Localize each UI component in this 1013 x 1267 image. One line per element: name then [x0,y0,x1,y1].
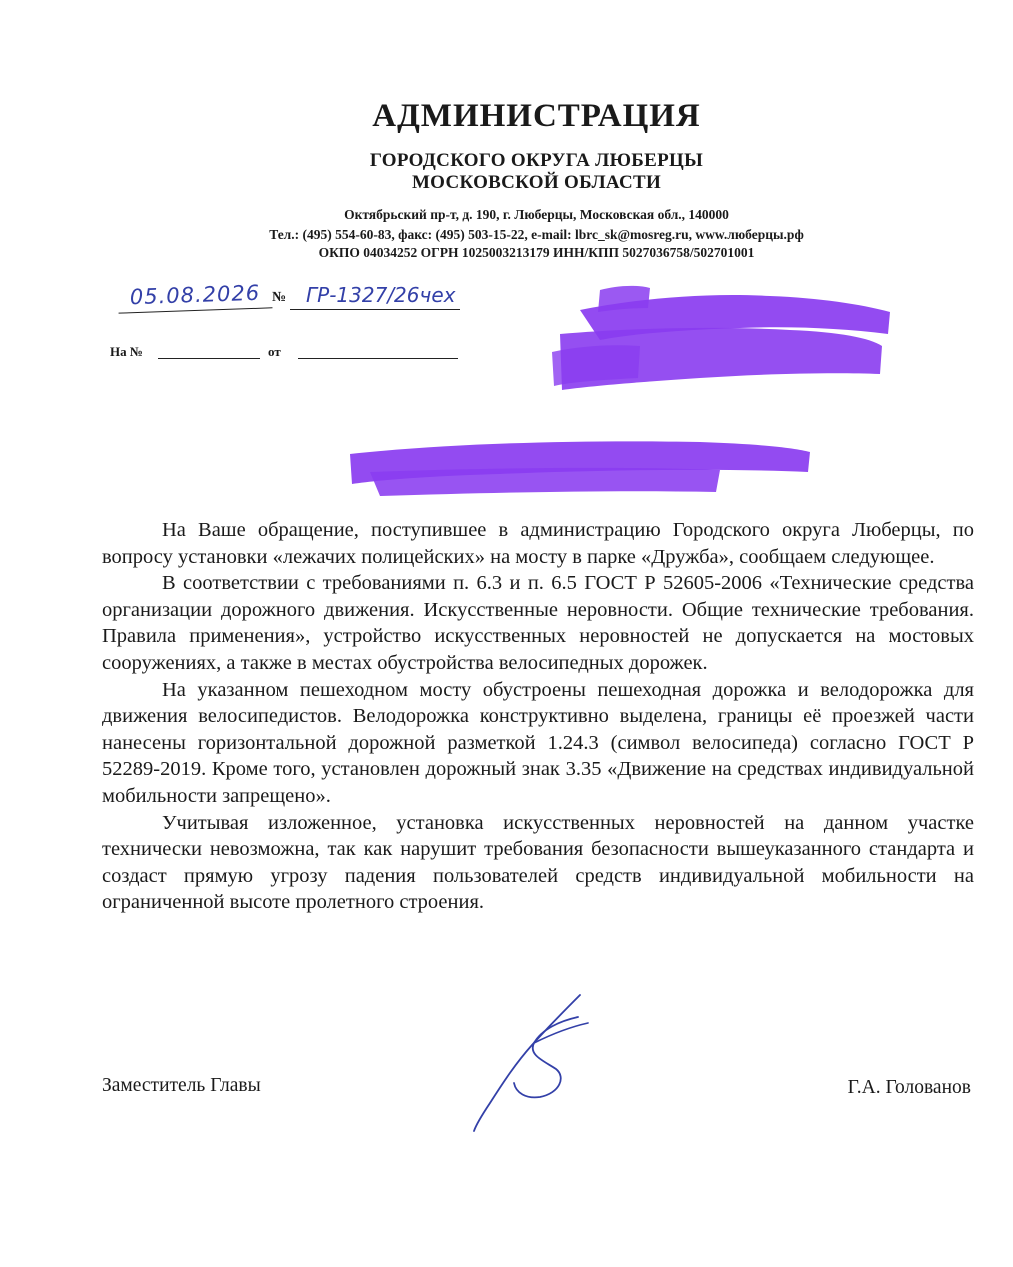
signer-name: Г.А. Голованов [847,1077,971,1098]
registration-number: ГР-1327/26чех [290,280,460,310]
recipient-name-redaction [340,432,820,502]
body-paragraph: Учитывая изложенное, установка искусственных неровностей на данном участке технически невозможна, так как нарушит требования безопасности вышеуказанного стандарта и создаст прямую угрозу падения пользователей средств индивидуальной мобильности на ограниченной высоте пролетного строения. [102,811,974,914]
letterhead-district-line1: ГОРОДСКОГО ОКРУГА ЛЮБЕРЦЫ [369,150,704,171]
reply-number-label: На № [110,344,143,359]
letterhead-contacts: Тел.: (495) 554-60-83, факс: (495) 503-15-22, e-mail: lbrc_sk@mosreg.ru, www.люберцы.рф [269,227,804,242]
letterhead-address: Октябрьский пр-т, д. 190, г. Люберцы, Московская обл., 140000 [344,207,729,222]
registration-number-label: № [272,290,287,305]
handwritten-signature [470,985,610,1135]
letterhead-title: АДМИНИСТРАЦИЯ [372,98,701,134]
body-paragraph: На Ваше обращение, поступившее в администрацию Городского округа Люберцы, по вопросу установки «лежачих полицейских» на мосту в парке «Дружба», сообщаем следующее. [102,519,974,568]
reply-date-blank [298,358,458,359]
letterhead-district-line2: МОСКОВСКОЙ ОБЛАСТИ [411,172,662,193]
letter-body [102,517,974,916]
recipient-redaction [540,282,900,402]
reply-number-blank [158,358,260,359]
reply-reference-line [110,340,470,364]
registration-line [110,280,490,314]
body-paragraph: На указанном пешеходном мосту обустроены пешеходная дорожка и велодорожка для движения велосипедистов. Велодорожка конструктивно выделена, границы её проезжей части нанесены горизонтальной дорожной разметкой 1.24.3 (символ велосипеда) согласно ГОСТ Р 52289-2019. Кроме того, установлен дорожный знак 3.35 «Движение на средствах индивидуальной мобильности запрещено». [102,678,974,807]
signer-position: Заместитель Главы [102,1075,261,1096]
registration-date: 05.08.2026 [118,277,273,313]
reply-from-label: от [268,344,281,359]
letterhead-codes: ОКПО 04034252 ОГРН 1025003213179 ИНН/КПП 5027036758/502701001 [318,245,755,260]
body-paragraph: В соответствии с требованиями п. 6.3 и п. 6.5 ГОСТ Р 52605-2006 «Технические средства организации дорожного движения. Искусственные неровности. Общие технические требования. Правила применения», устройство искусственных неровностей не допускается на мостовых сооружениях, а также в местах обустройства велосипедных дорожек. [102,572,974,674]
